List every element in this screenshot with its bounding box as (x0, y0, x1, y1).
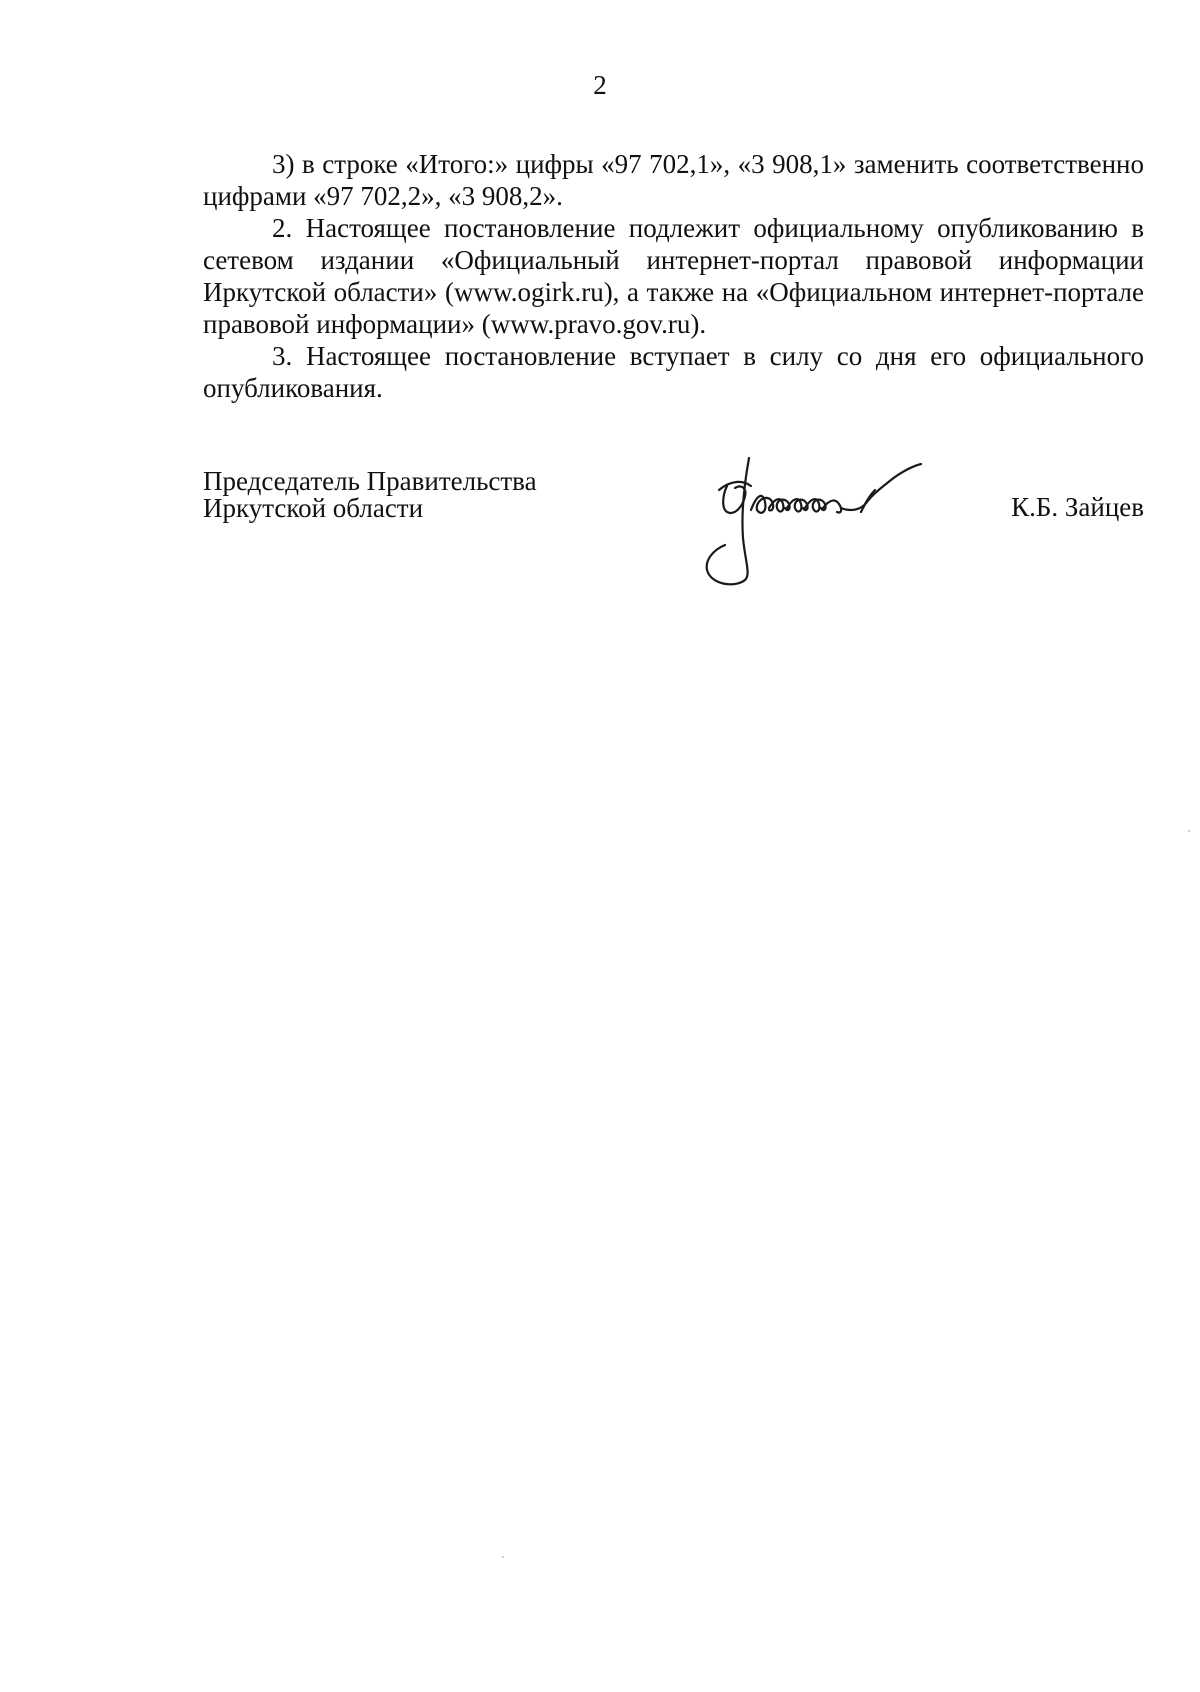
document-body (203, 148, 1144, 404)
signer-position (203, 468, 537, 522)
paragraph-effective-date: 3. Настоящее постановление вступает в силу со дня его официального опубликования. (203, 341, 1144, 403)
handwritten-signature (691, 450, 941, 590)
signature-block (203, 468, 1144, 598)
scan-speck (1188, 830, 1190, 832)
paragraph-publication: 2. Настоящее постановление подлежит официальному опубликованию в сетевом издании «Официальный интернет-портал правовой информации Иркутской области» (www.ogirk.ru), а также на «Официальном интернет-портале правовой информации» (www.pravo.gov.ru). (203, 213, 1144, 339)
paragraph-item-3: 3) в строке «Итого:» цифры «97 702,1», «3 908,1» заменить соответственно цифрами «97 702,2», «3 908,2». (203, 149, 1144, 211)
signer-name: К.Б. Зайцев (1011, 492, 1144, 522)
signer-position-line-1: Председатель Правительства (203, 466, 537, 496)
page-number: 2 (593, 70, 607, 100)
scan-speck (502, 1556, 504, 1558)
signer-position-line-2: Иркутской области (203, 493, 424, 523)
